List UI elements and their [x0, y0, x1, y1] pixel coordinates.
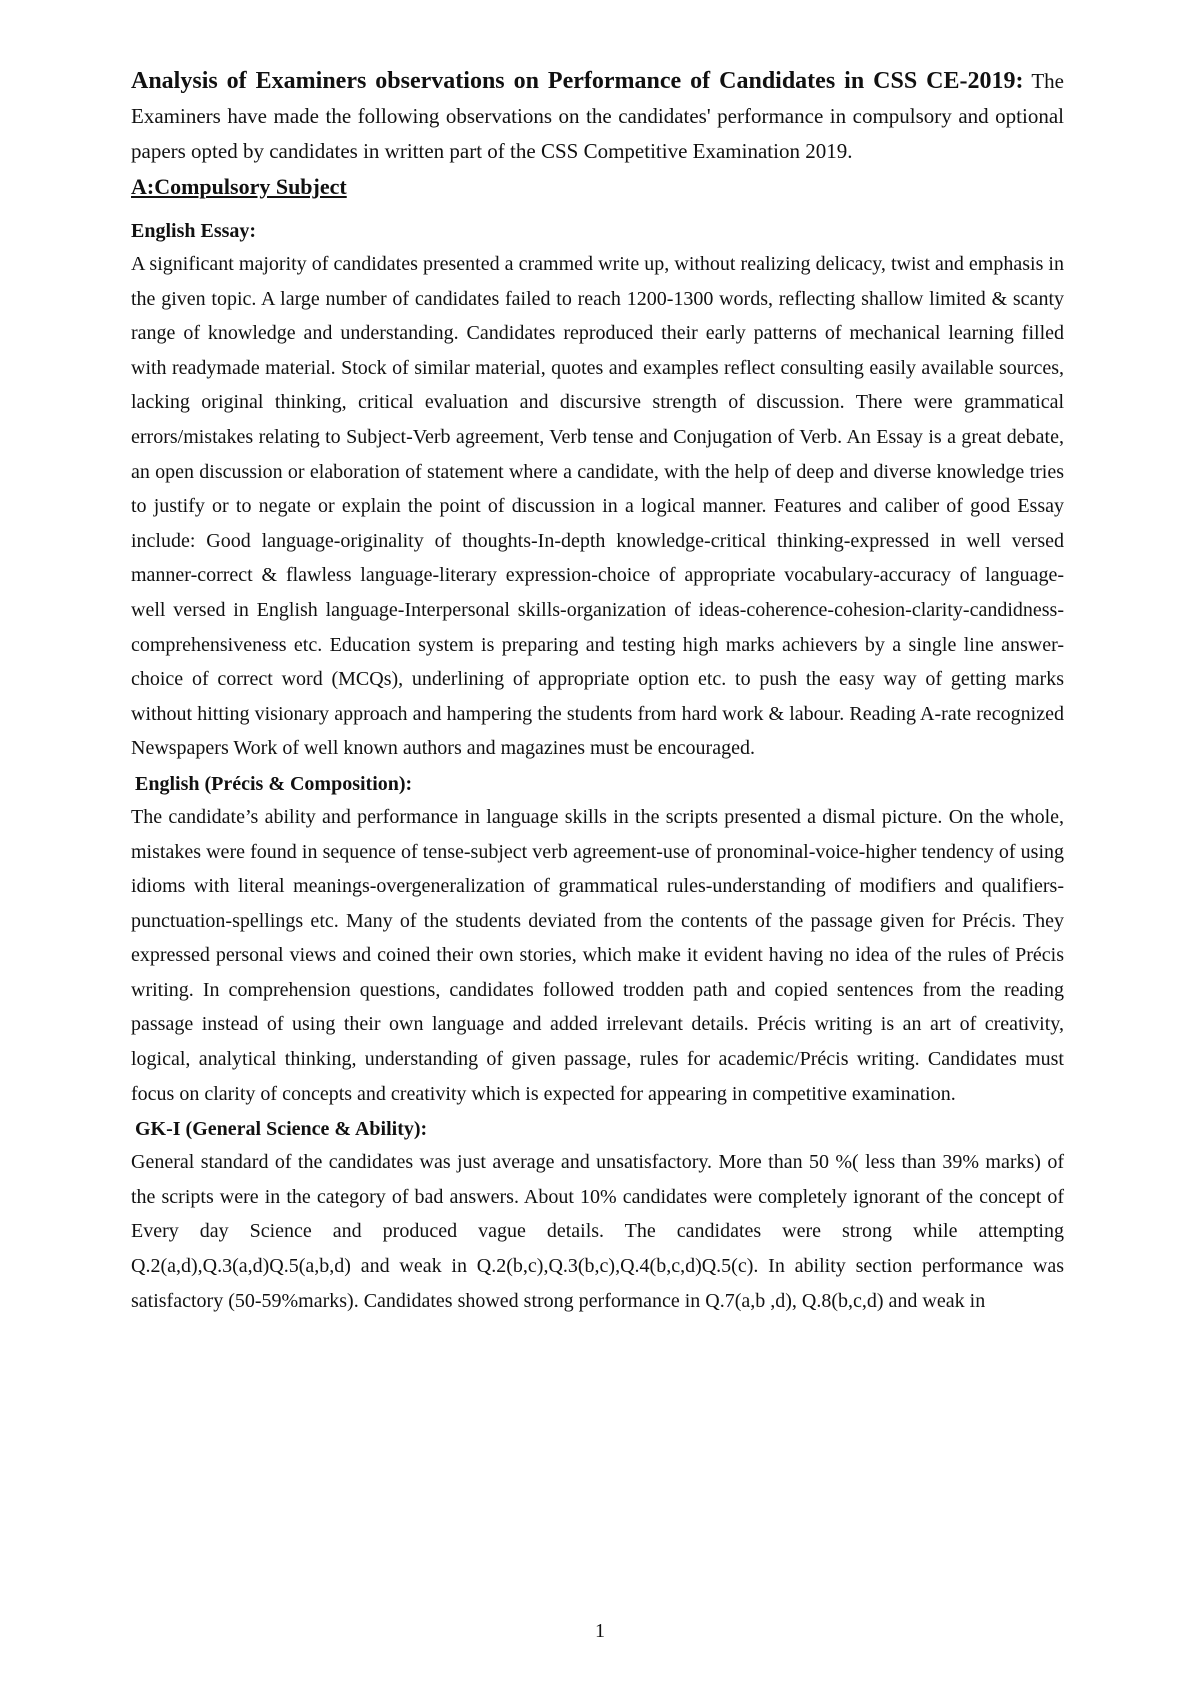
document-title: Analysis of Examiners observations on Performance of Candidates in CSS CE-2019: — [131, 68, 1024, 94]
heading-english-essay: English Essay: — [131, 220, 257, 242]
section-heading-compulsory: A:Compulsory Subject — [131, 174, 347, 199]
heading-gk-1: GK-I (General Science & Ability): — [135, 1118, 428, 1141]
heading-english-precis: English (Précis & Composition): — [135, 772, 413, 795]
document-page — [131, 64, 1064, 1320]
paragraph-gk-1: General standard of the candidates was just average and unsatisfactory. More than 50 %( less than 39% marks) of the scripts were in the category of bad answers. About 10% candidates were completely ignorant of the concept of Every day Science and produced vague details. The candidates were strong while attempting Q.2(a,d),Q.3(a,d)Q.5(a,b,d) and weak in Q.2(b,c),Q.3(b,c),Q.4(b,c,d)Q.5(c). In ability section performance was satisfactory (50-59%marks). Candidates showed strong performance in Q.7(a,b ,d), Q.8(b,c,d) and weak in — [131, 1151, 1064, 1312]
intro-text: The Examiners have made the following observations on the candidates' performance in compulsory and optional papers opted by candidates in written part of the CSS Competitive Examination 2019. — [131, 69, 1064, 163]
page-number: 1 — [595, 1620, 605, 1642]
paragraph-english-essay: A significant majority of candidates presented a crammed write up, without realizing delicacy, twist and emphasis in the given topic. A large number of candidates failed to reach 1200-1300 words, reflecting shallow limited & scanty range of knowledge and understanding. Candidates reproduced their early patterns of mechanical learning filled with readymade material. Stock of similar material, quotes and examples reflect consulting easily available sources, lacking original thinking, critical evaluation and discursive strength of discussion. There were grammatical errors/mistakes relating to Subject-Verb agreement, Verb tense and Conjugation of Verb. An Essay is a great debate, an open discussion or elaboration of statement where a candidate, with the help of deep and diverse knowledge tries to justify or to negate or explain the point of discussion in a logical manner. Features and caliber of good Essay include: Good language-originality of thoughts-In-depth knowledge-critical thinking-expressed in well versed manner-correct & flawless language-literary expression-choice of appropriate vocabulary-accuracy of language-well versed in English language-Interpersonal skills-organization of ideas-coherence-cohesion-clarity-candidness-comprehensiveness etc. Education system is preparing and testing high marks achievers by a single line answer-choice of correct word (MCQs), underlining of appropriate option etc. to push the easy way of getting marks without hitting visionary approach and hampering the students from hard work & labour. Reading A-rate recognized Newspapers Work of well known authors and magazines must be encouraged. — [131, 253, 1064, 760]
paragraph-english-precis: The candidate’s ability and performance in language skills in the scripts presented a dismal picture. On the whole, mistakes were found in sequence of tense-subject verb agreement-use of pronominal-voice-higher tendency of using idioms with literal meanings-overgeneralization of grammatical rules-understanding of modifiers and qualifiers-punctuation-spellings etc. Many of the students deviated from the contents of the passage given for Précis. They expressed personal views and coined their own stories, which make it evident having no idea of the rules of Précis writing. In comprehension questions, candidates followed trodden path and copied sentences from the reading passage instead of using their own language and added irrelevant details. Précis writing is an art of creativity, logical, analytical thinking, understanding of given passage, rules for academic/Précis writing. Candidates must focus on clarity of concepts and creativity which is expected for appearing in competitive examination. — [131, 805, 1064, 1105]
document-intro — [131, 64, 1064, 169]
